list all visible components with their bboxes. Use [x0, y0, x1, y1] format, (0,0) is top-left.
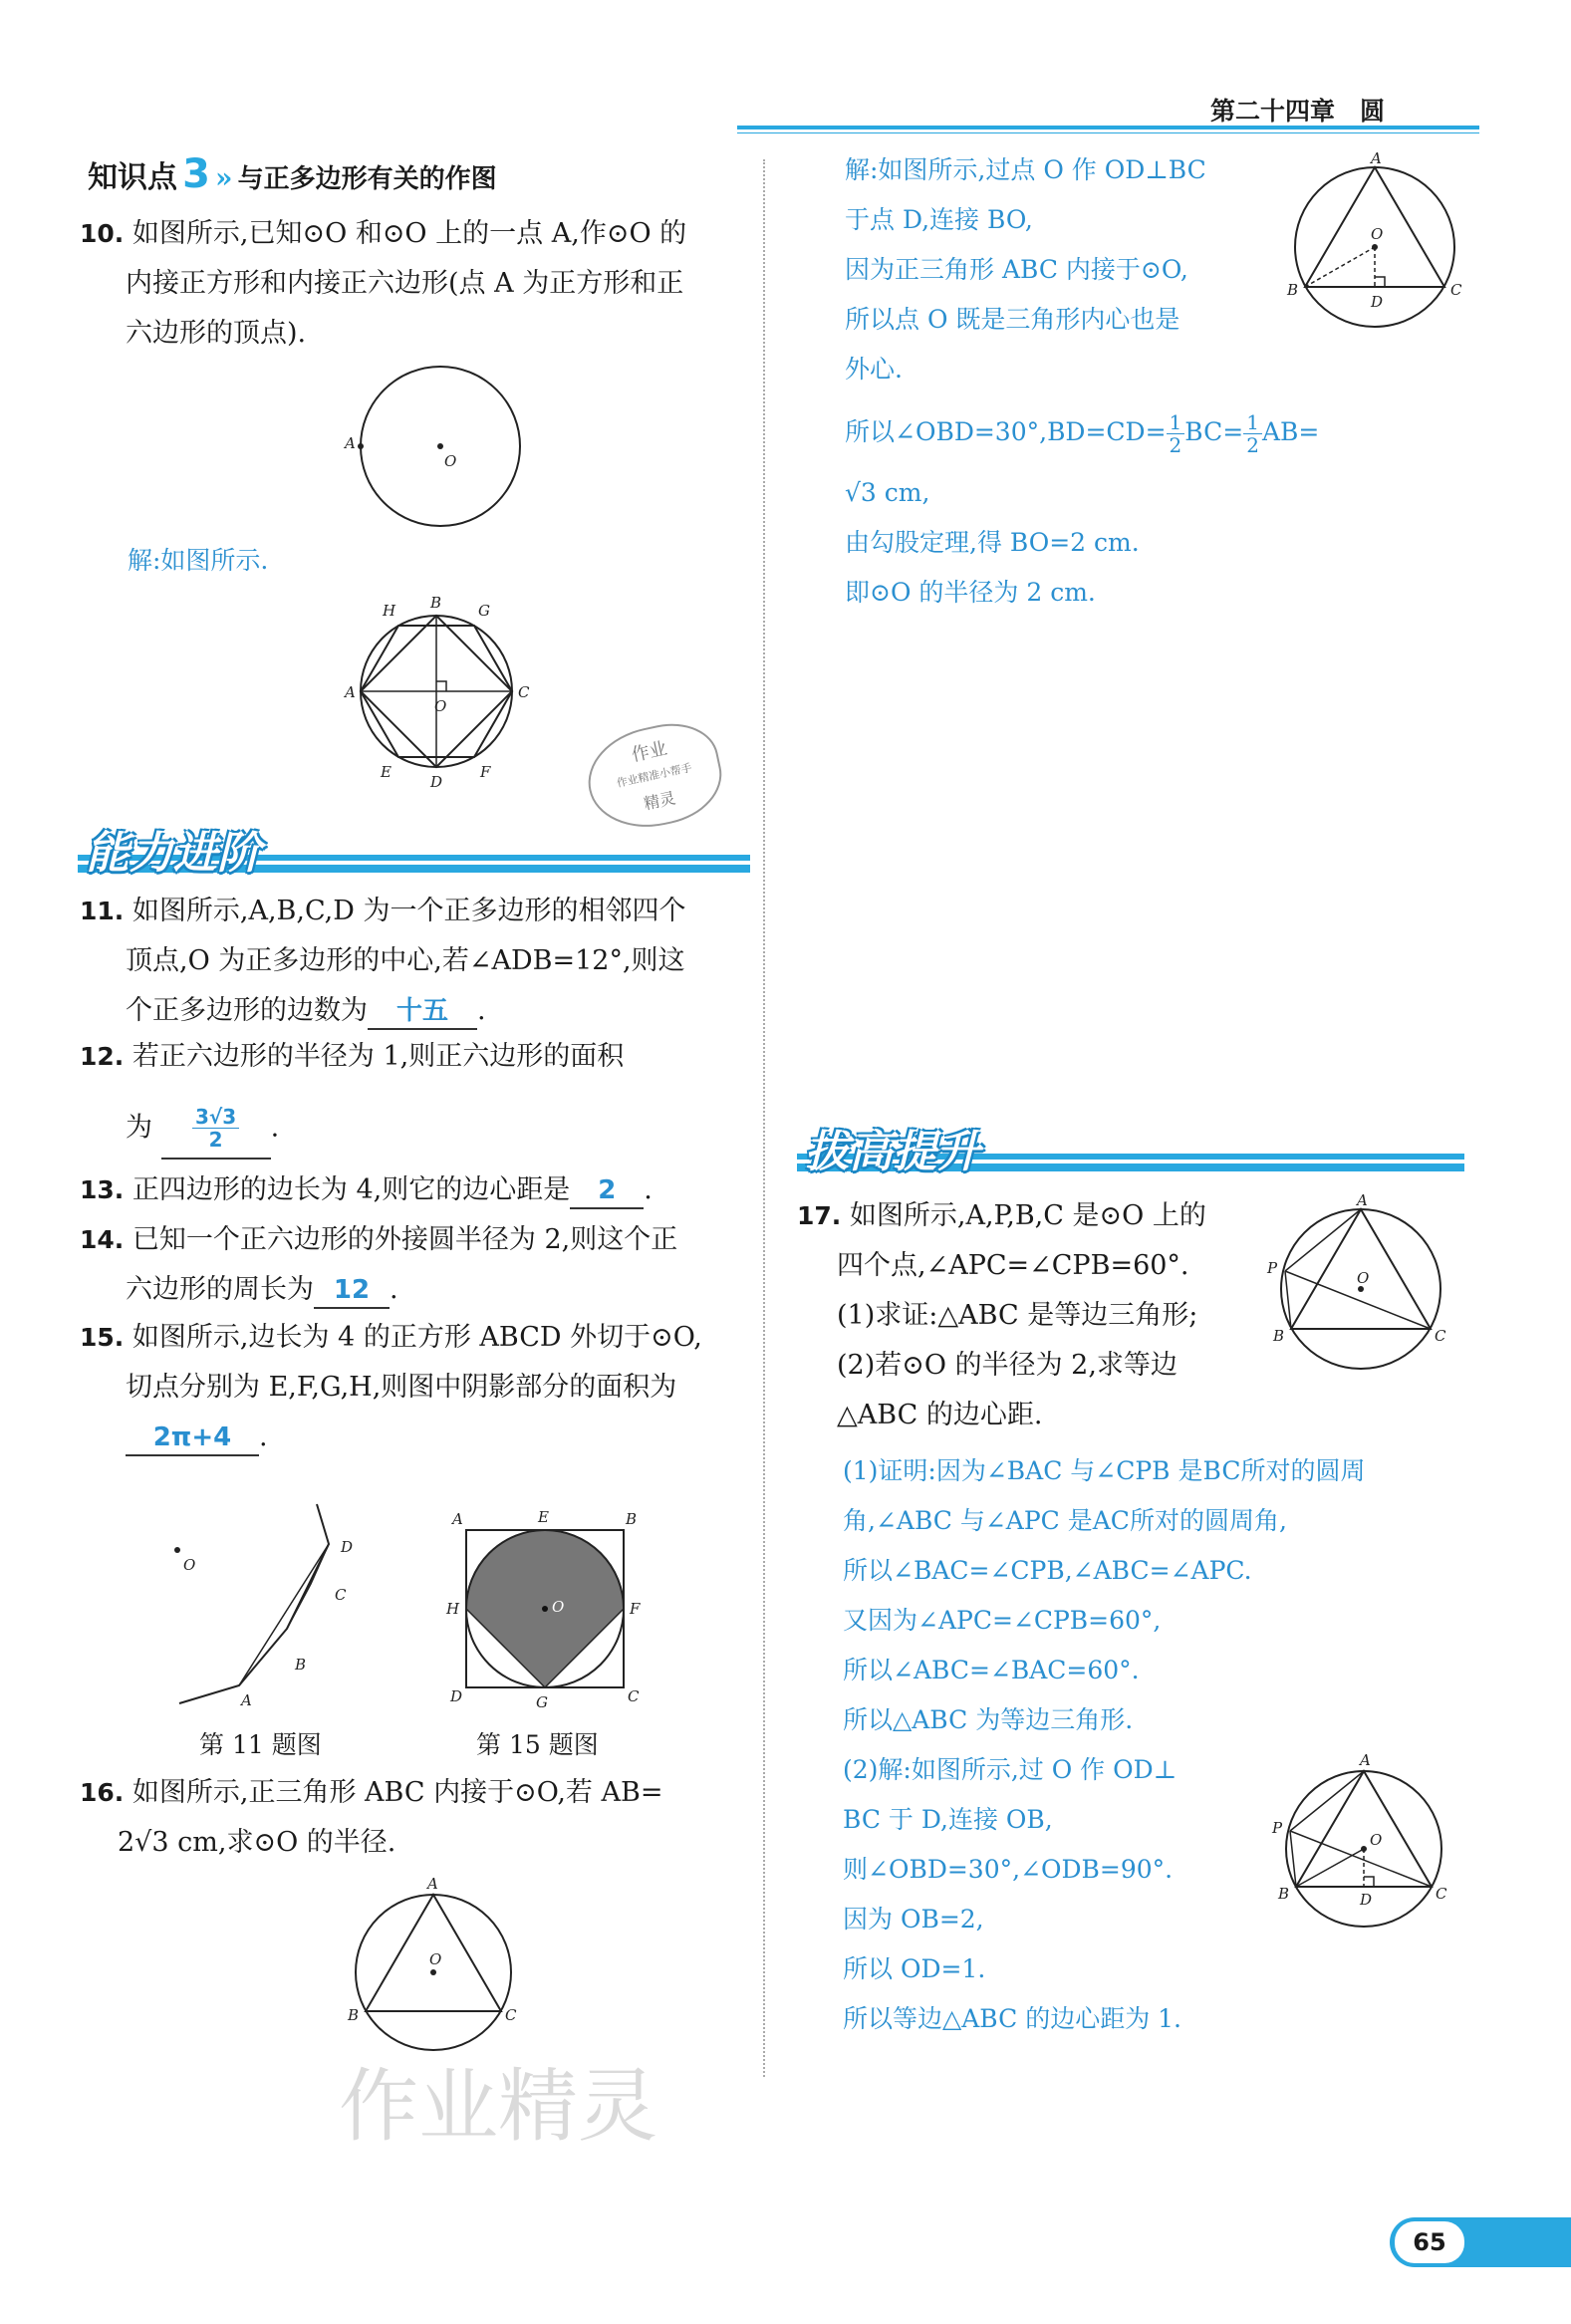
q16-sol-line-5: 外心.: [845, 355, 903, 384]
q16-sol-mid-ab: AB=: [1261, 417, 1320, 446]
q14-line-2: [80, 1265, 677, 1315]
chapter-title: 第二十四章 圆: [1210, 97, 1386, 126]
svg-text:O: O: [434, 697, 447, 715]
banner-ability-title: 能力进阶: [86, 828, 261, 879]
q11-answer: 十五: [368, 994, 477, 1030]
q12-answer: [161, 1098, 271, 1160]
q13-prompt: 正四边形的边长为 4,则它的边心距是: [131, 1174, 571, 1205]
q17-sol1-line-6: 所以△ABC 为等边三角形.: [843, 1705, 1134, 1734]
svg-text:A: A: [452, 1510, 463, 1528]
svg-text:O: O: [552, 1598, 565, 1616]
stamp-top: 作业: [630, 738, 669, 767]
q17-number: 17.: [797, 1201, 842, 1230]
q16-sol-mid-bc: BC=: [1184, 417, 1244, 446]
svg-text:E: E: [538, 1508, 549, 1526]
svg-text:O: O: [1370, 1831, 1383, 1849]
question-14: [80, 1215, 677, 1315]
page-number: 65: [1413, 2228, 1446, 2256]
svg-text:G: G: [536, 1693, 548, 1711]
question-12: [80, 1032, 624, 1160]
svg-text:C: C: [628, 1687, 640, 1705]
q17-sol1-line-3: 所以∠BAC=∠CPB,∠ABC=∠APC.: [843, 1556, 1252, 1585]
q12-answer-denominator: 2: [208, 1128, 223, 1152]
q11-line-2: 顶点,O 为正多边形的中心,若∠ADB=12°,则这: [126, 945, 685, 976]
q16-line-2: 2√3 cm,求⊙O 的半径.: [118, 1827, 396, 1858]
q16-sol-line-6: [845, 404, 1319, 460]
q16-sol-line-3: 因为正三角形 ABC 内接于⊙O,: [845, 255, 1188, 284]
svg-text:P: P: [1272, 1819, 1283, 1837]
svg-text:G: G: [478, 602, 490, 620]
svg-text:D: D: [1371, 293, 1384, 311]
svg-text:C: C: [335, 1586, 347, 1604]
q17-line-3: (1)求证:△ABC 是等边三角形;: [837, 1300, 1198, 1331]
q17-sol2-line-3: 则∠OBD=30°,∠ODB=90°.: [843, 1855, 1174, 1884]
svg-text:F: F: [480, 763, 491, 781]
svg-text:D: D: [1360, 1891, 1373, 1909]
svg-text:B: B: [1287, 281, 1299, 299]
svg-text:B: B: [430, 594, 442, 612]
q16-sol-line-9: 即⊙O 的半径为 2 cm.: [845, 578, 1096, 607]
section-number: 3: [182, 151, 210, 197]
q11-line-1: [80, 887, 686, 936]
q15-text-1: 如图所示,边长为 4 的正方形 ABCD 外切于⊙O,: [131, 1322, 702, 1353]
svg-text:B: B: [626, 1510, 638, 1528]
q17-line-1: [797, 1191, 1206, 1241]
q10-text-1: 如图所示,已知⊙O 和⊙O 上的一点 A,作⊙O 的: [131, 218, 687, 249]
q16-text-1: 如图所示,正三角形 ABC 内接于⊙O,若 AB=: [131, 1777, 663, 1808]
q16-half-den-1: 2: [1169, 433, 1182, 457]
q10-solution-figure: [331, 588, 550, 797]
q17-sol2-line-2: BC 于 D,连接 OB,: [843, 1805, 1053, 1834]
q10-line-1: [80, 209, 686, 259]
q16-solution: [845, 145, 1319, 618]
q11-period: .: [477, 995, 486, 1026]
q17-sol2-line-5: 所以 OD=1.: [843, 1954, 986, 1983]
svg-text:A: A: [345, 434, 356, 452]
q16-line-1: [80, 1768, 662, 1818]
q14-answer: 12: [314, 1273, 390, 1309]
q15-answer: 2π+4: [126, 1420, 259, 1456]
question-17: [797, 1191, 1206, 1440]
svg-text:C: C: [1436, 1885, 1447, 1903]
q11-number: 11.: [80, 897, 125, 925]
figure-11: [139, 1464, 398, 1713]
watermark-stamp: [579, 714, 730, 839]
q17-solution-figure: [1260, 1751, 1469, 1940]
figure-11-caption: 第 11 题图: [199, 1730, 322, 1759]
svg-text:D: D: [341, 1538, 354, 1556]
q15-number: 15.: [80, 1323, 125, 1352]
q10-solution: 解:如图所示.: [128, 546, 269, 575]
q16-half-num-2: 1: [1243, 411, 1262, 434]
q17-solution-1: [843, 1446, 1365, 2044]
q11-text-1: 如图所示,A,B,C,D 为一个正多边形的相邻四个: [131, 896, 686, 926]
q10-line-2: 内接正方形和内接正六边形(点 A 为正方形和正: [126, 268, 684, 299]
svg-text:O: O: [444, 452, 457, 470]
svg-text:C: C: [1450, 281, 1462, 299]
q14-prompt: 六边形的周长为: [126, 1274, 314, 1305]
q10-figure-circle: [339, 359, 538, 538]
svg-text:H: H: [383, 602, 396, 620]
q17-line-4: (2)若⊙O 的半径为 2,求等边: [837, 1350, 1178, 1381]
figure-17: [1257, 1191, 1466, 1381]
svg-text:P: P: [1267, 1259, 1278, 1277]
svg-text:H: H: [446, 1600, 460, 1618]
q16-number: 16.: [80, 1778, 125, 1807]
q15-line-3: [80, 1413, 702, 1462]
figure-15-caption: 第 15 题图: [476, 1730, 599, 1759]
question-16: [80, 1768, 662, 1868]
q16-sol-mid-pre: 所以∠OBD=30°,BD=CD=: [845, 417, 1167, 446]
q17-sol1-line-5: 所以∠ABC=∠BAC=60°.: [843, 1656, 1140, 1684]
svg-text:E: E: [381, 763, 392, 781]
q17-text-1: 如图所示,A,P,B,C 是⊙O 上的: [849, 1200, 1206, 1231]
section-arrow-icon: »: [215, 161, 233, 194]
q13-number: 13.: [80, 1175, 125, 1204]
q16-sol-line-1: 解:如图所示,过点 O 作 OD⊥BC: [845, 155, 1206, 184]
svg-text:O: O: [429, 1950, 442, 1968]
q11-line-3: [80, 986, 686, 1036]
svg-text:F: F: [630, 1600, 641, 1618]
q17-sol1-line-4: 又因为∠APC=∠CPB=60°,: [843, 1606, 1162, 1635]
q17-sol1-line-1: (1)证明:因为∠BAC 与∠CPB 是BC所对的圆周: [843, 1456, 1366, 1485]
q12-answer-numerator: 3√3: [192, 1106, 239, 1129]
q16-sol-line-2: 于点 D,连接 BO,: [845, 205, 1033, 234]
q12-prompt: 为: [126, 1112, 152, 1144]
q16-half-num-1: 1: [1167, 411, 1185, 434]
q11-prompt: 个正多边形的边数为: [126, 995, 368, 1026]
question-13: [80, 1165, 653, 1215]
q17-sol2-line-6: 所以等边△ABC 的边心距为 1.: [843, 2004, 1181, 2033]
q12-number: 12.: [80, 1042, 125, 1071]
section-heading: [88, 151, 497, 197]
q13-answer: 2: [570, 1173, 644, 1209]
q12-line-1: [80, 1032, 624, 1082]
watermark-text: 作业精灵: [339, 2060, 657, 2153]
q15-line-1: [80, 1313, 702, 1363]
svg-text:O: O: [1371, 225, 1384, 243]
svg-text:A: A: [1360, 1751, 1371, 1769]
question-15: [80, 1313, 702, 1462]
q17-sol2-line-1: (2)解:如图所示,过 O 作 OD⊥: [843, 1755, 1178, 1784]
banner-advanced: [797, 1124, 1464, 1177]
banner-ability: [78, 825, 750, 879]
q15-period: .: [259, 1421, 268, 1452]
svg-text:C: C: [518, 683, 530, 701]
svg-text:A: A: [427, 1875, 438, 1893]
header-rule-thin: [737, 132, 1479, 133]
q10-number: 10.: [80, 219, 125, 248]
q12-text: 若正六边形的半径为 1,则正六边形的面积: [131, 1041, 625, 1072]
svg-text:D: D: [450, 1687, 463, 1705]
svg-text:O: O: [1357, 1269, 1370, 1287]
svg-text:B: B: [295, 1656, 307, 1674]
q16-solution-figure: [1275, 149, 1484, 339]
banner-advanced-title: 拔高提升: [805, 1127, 980, 1177]
q15-line-2: 切点分别为 E,F,G,H,则图中阴影部分的面积为: [126, 1372, 677, 1403]
q14-number: 14.: [80, 1225, 125, 1254]
svg-text:C: C: [1435, 1327, 1446, 1345]
section-label: 知识点: [88, 160, 177, 195]
q14-period: .: [390, 1274, 398, 1305]
svg-text:B: B: [1278, 1885, 1290, 1903]
q16-half-den-2: 2: [1246, 433, 1259, 457]
svg-text:O: O: [183, 1556, 196, 1574]
stamp-bottom: 精灵: [642, 788, 677, 814]
page-number-box: [1395, 2221, 1464, 2263]
q14-line-1: [80, 1215, 677, 1265]
svg-text:B: B: [1273, 1327, 1285, 1345]
figure-16: [334, 1873, 533, 2062]
q17-line-2: 四个点,∠APC=∠CPB=60°.: [837, 1250, 1189, 1281]
svg-text:A: A: [345, 683, 356, 701]
column-divider: [763, 159, 765, 2077]
figure-15: [438, 1504, 657, 1723]
q10-line-3: 六边形的顶点).: [126, 318, 307, 349]
question-11: [80, 887, 686, 1036]
q12-period: .: [270, 1112, 280, 1144]
stamp-mid: 作业精准小帮手: [615, 761, 693, 790]
svg-text:D: D: [430, 773, 443, 791]
svg-text:B: B: [348, 2006, 360, 2024]
q17-sol2-line-4: 因为 OB=2,: [843, 1905, 984, 1934]
q12-line-2: [80, 1098, 624, 1160]
question-10: [80, 209, 686, 359]
svg-text:A: A: [241, 1691, 252, 1709]
svg-text:A: A: [1357, 1191, 1368, 1209]
q14-text: 已知一个正六边形的外接圆半径为 2,则这个正: [131, 1224, 678, 1255]
section-title: 与正多边形有关的作图: [237, 164, 497, 194]
svg-text:A: A: [1371, 149, 1382, 167]
q16-sol-line-7: √3 cm,: [845, 478, 930, 507]
q16-sol-line-4: 所以点 O 既是三角形内心也是: [845, 305, 1180, 334]
q13-period: .: [644, 1174, 653, 1205]
q17-line-5: △ABC 的边心距.: [837, 1400, 1043, 1430]
q16-sol-line-8: 由勾股定理,得 BO=2 cm.: [845, 528, 1140, 557]
svg-text:C: C: [505, 2006, 517, 2024]
q17-sol1-line-2: 角,∠ABC 与∠APC 是AC所对的圆周角,: [843, 1506, 1287, 1535]
